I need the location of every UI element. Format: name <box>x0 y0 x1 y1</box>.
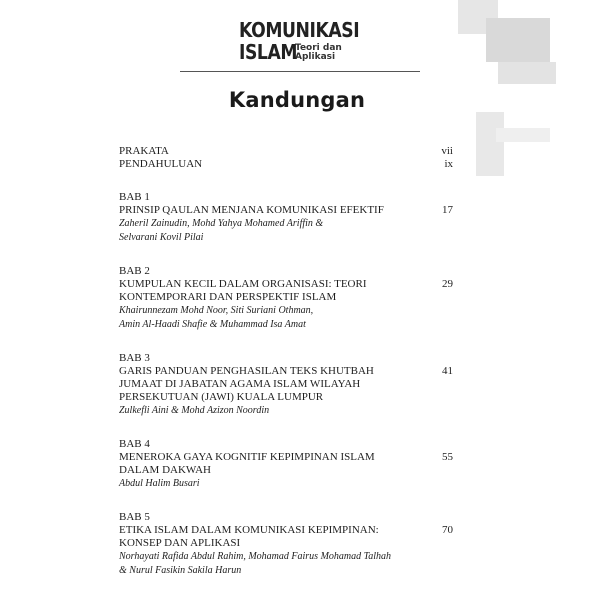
toc-page-number: 17 <box>442 204 453 216</box>
toc-page-number: 29 <box>442 278 453 290</box>
brand-title-line2: ISLAM <box>239 40 298 64</box>
chapter-title-row <box>119 278 453 291</box>
toc-chapter-1 <box>119 191 453 245</box>
chapter-title-row <box>119 451 453 464</box>
chapter-authors-line: Abdul Halim Busari <box>119 478 200 489</box>
chapter-title-line: KUMPULAN KECIL DALAM ORGANISASI: TEORI <box>119 278 367 290</box>
chapter-title-line: MENEROKA GAYA KOGNITIF KEPIMPINAN ISLAM <box>119 451 375 463</box>
toc-entry-label: PENDAHULUAN <box>119 158 203 170</box>
front-matter-section <box>119 145 453 171</box>
brand-subtitle-line2: Aplikasi <box>295 52 336 62</box>
toc-page-number: vii <box>441 145 453 157</box>
table-of-contents <box>119 145 453 578</box>
chapter-authors-line: Zulkefli Aini & Mohd Azizon Noordin <box>119 405 270 416</box>
chapter-authors-line: Norhayati Rafida Abdul Rahim, Mohamad Fairus Mohamad Talhah <box>119 551 392 562</box>
header-divider <box>180 71 420 72</box>
chapter-title-line: KONSEP DAN APLIKASI <box>119 537 241 549</box>
corner-decoration <box>476 112 504 176</box>
toc-page-number: 55 <box>442 451 453 463</box>
toc-entry-pendahuluan <box>119 158 453 171</box>
chapter-authors-line: Khairunnezam Mohd Noor, Siti Suriani Othman, <box>119 305 314 316</box>
toc-chapter-2 <box>119 265 453 332</box>
toc-chapter-3 <box>119 352 453 418</box>
book-header-logo <box>239 19 379 63</box>
corner-decoration <box>496 128 550 142</box>
chapter-number: BAB 2 <box>119 265 150 277</box>
toc-page-number: 41 <box>442 365 453 377</box>
chapter-title-row <box>119 524 453 537</box>
toc-chapter-4 <box>119 438 453 491</box>
chapter-title-line: DALAM DAKWAH <box>119 464 211 476</box>
chapter-title-line: PERSEKUTUAN (JAWI) KUALA LUMPUR <box>119 391 324 403</box>
chapter-authors-line: Amin Al-Haadi Shafie & Muhammad Isa Amat <box>119 319 306 330</box>
chapter-title-line: JUMAAT DI JABATAN AGAMA ISLAM WILAYAH <box>119 378 361 390</box>
toc-entry-label: PRAKATA <box>119 145 169 157</box>
chapter-authors-line: Zaheril Zainudin, Mohd Yahya Mohamed Ariffin & <box>119 218 324 229</box>
chapter-number: BAB 3 <box>119 352 150 364</box>
page-title: Kandungan <box>228 88 366 112</box>
chapter-title-row <box>119 204 453 217</box>
corner-decoration <box>486 18 550 62</box>
corner-decoration <box>498 62 556 84</box>
brand-row <box>239 41 379 63</box>
toc-chapter-5 <box>119 511 453 578</box>
chapter-title-line: ETIKA ISLAM DALAM KOMUNIKASI KEPIMPINAN: <box>119 524 379 536</box>
toc-page-number: ix <box>444 158 453 170</box>
chapter-title-row <box>119 365 453 378</box>
chapter-authors-line: & Nurul Fasikin Sakila Harun <box>119 565 242 576</box>
toc-entry-prakata <box>119 145 453 158</box>
toc-page-number: 70 <box>442 524 453 536</box>
chapter-title-line: PRINSIP QAULAN MENJANA KOMUNIKASI EFEKTIF <box>119 204 384 216</box>
chapter-authors-line: Selvarani Kovil Pilai <box>119 232 204 243</box>
chapter-number: BAB 5 <box>119 511 150 523</box>
brand-subtitle <box>295 44 342 62</box>
chapter-title-line: KONTEMPORARI DAN PERSPEKTIF ISLAM <box>119 291 337 303</box>
brand-title-line1: KOMUNIKASI <box>239 18 360 42</box>
chapter-title-line: GARIS PANDUAN PENGHASILAN TEKS KHUTBAH <box>119 365 374 377</box>
brand-subtitle-line1: Teori dan <box>295 43 342 53</box>
chapter-number: BAB 1 <box>119 191 150 203</box>
chapter-number: BAB 4 <box>119 438 150 450</box>
